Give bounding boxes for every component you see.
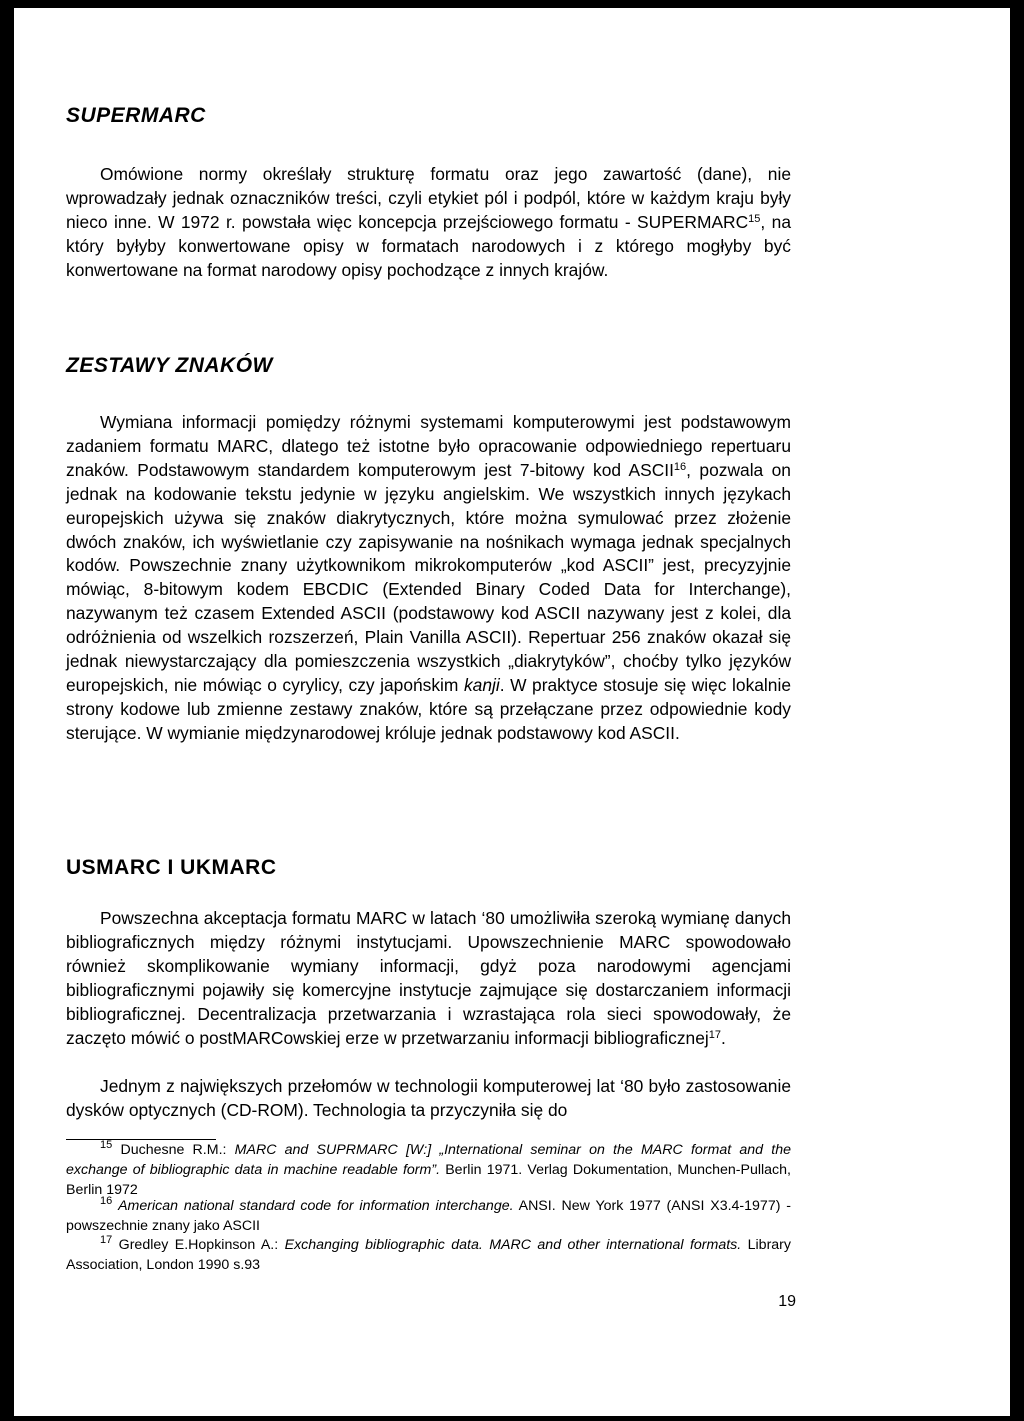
page-number: 19 [778, 1293, 796, 1310]
section-heading-supermarc: SUPERMARC [66, 104, 206, 127]
footnote-ref-17[interactable]: 17 [708, 1028, 721, 1041]
term-kanji: kanji [463, 674, 500, 695]
paragraph-zestawy-znakow: Wymiana informacji pomiędzy różnymi systemami komputerowymi jest podstawowym zadaniem formatu MARC, dlatego też istotne było opracowanie odpowiedniego repertuaru znaków. Podstawowym standardem komputerowym jest 7-bitowy kod ASCII$^{16}$, pozwala on jednak na kodowanie tekstu jedynie w języku angielskim. We wszystkich innych językach europejskich używa się znaków diakrytycznych, które można symulować przez złożenie dwóch znaków, ich wyświetlanie czy zapisywanie na nośnikach wymaga jednak specjalnych kodów. Powszechnie znany użytkownikom mikrokomputerów „kod ASCII” jest, precyzyjnie mówiąc, 8-bitowym kodem EBCDIC (Extended Binary Coded Data for Interchange), nazywanym też czasem Extended ASCII (podstawowy kod ASCII nazywany jest z kolei, dla odróżnienia od wszelkich rozszerzeń, Plain Vanilla ASCII). Repertuar 256 znaków okazał się jednak niewystarczający dla pomieszczenia wszystkich „diakrytyków”, choćby tylko języków europejskich, nie mówiąc o cyrylicy, czy japońskim kanji. W praktyce stosuje się więc lokalnie strony kodowe lub zmienne zestawy znaków, które są przełączane przez odpowiednie kody sterujące. W wymianie międzynarodowej króluje jednak podstawowy kod ASCII. [66, 412, 792, 743]
footnote-ref-15[interactable]: 15 [748, 212, 761, 225]
footnote-15: $^{15}$ Duchesne R.M.: MARC and SUPRMARC [W:] „International seminar on the MARC format and the exchange of bibliographic data in machine readable form”. Berlin 1971. Verlag Dokumentation, Munchen-Pullach, Berlin 1972 [66, 1139, 792, 1198]
footnote-16: $^{16}$ American national standard code for information interchange. ANSI. New York 1977 (ANSI X3.4-1977) - powszechnie znany jako ASCII [66, 1195, 791, 1234]
section-heading-usmarc-ukmarc: USMARC I UKMARC [66, 856, 277, 879]
section-heading-zestawy-znakow: ZESTAWY ZNAKÓW [66, 354, 273, 377]
footnote-ref-16[interactable]: 16 [673, 460, 687, 473]
footnote-17: $^{17}$ Gredley E.Hopkinson A.: Exchanging bibliographic data. MARC and other international formats. Library Association, London 1990 s.93 [66, 1234, 792, 1273]
paragraph-supermarc: Omówione normy określały strukturę formatu oraz jego zawartość (dane), nie wprowadzały jednak oznaczników treści, czyli etykiet pól i podpól, które w każdym kraju były nieco inne. W 1972 r. powstała więc koncepcja przejściowego formatu - SUPERMARC$^{15}$, na który byłyby konwertowane opisy w formatach narodowych i z którego mogłyby być konwertowane na format narodowy opisy pochodzące z innych krajów. [66, 164, 791, 280]
paragraph-usmarc-2: Jednym z największych przełomów w technologii komputerowej lat ‘80 było zastosowanie dysków optycznych (CD-ROM). Technologia ta przyczyniła się do [66, 1076, 791, 1120]
paragraph-usmarc-1: Powszechna akceptacja formatu MARC w latach ‘80 umożliwiła szeroką wymianę danych bibliograficznych między różnymi instytucjami. Upowszechnienie MARC spowodowało również skomplikowanie wymiany informacji, gdyż poza narodowymi agencjami bibliograficznymi pojawiły się komercyjne instytucje zajmujące się dostarczaniem informacji bibliograficznej. Decentralizacja przetwarzania i wzrastająca rola sieci spowodowały, że zaczęto mówić o postMARCowskiej erze w przetwarzaniu informacji bibliograficznej$^{17}$. [66, 908, 791, 1048]
